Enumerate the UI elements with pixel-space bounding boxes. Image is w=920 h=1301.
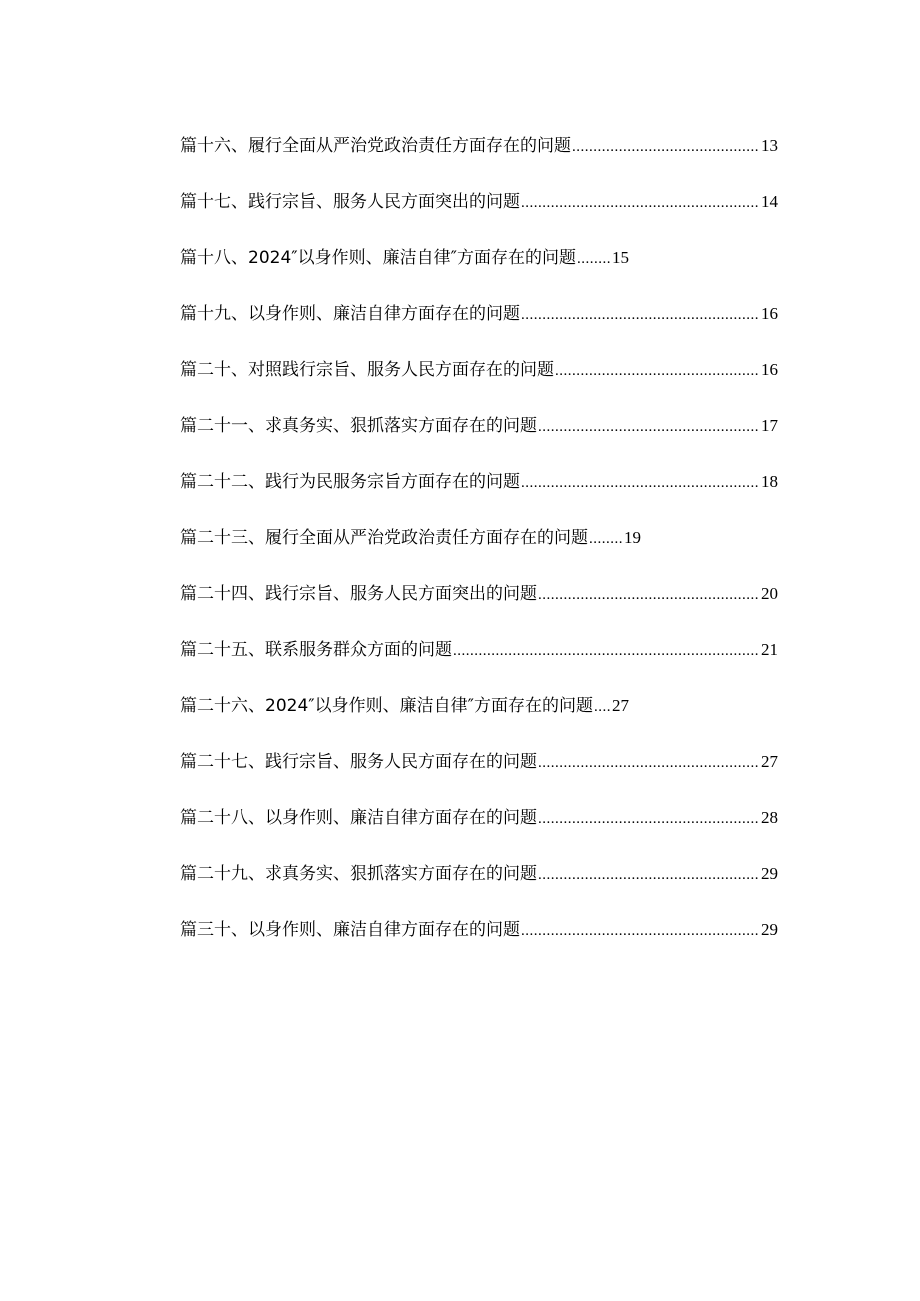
toc-entry[interactable] (180, 246, 778, 302)
toc-leader-dots (521, 471, 760, 495)
toc-leader-dots (538, 807, 760, 831)
toc-page-number: 14 (761, 192, 778, 211)
toc-page-number: 19 (624, 528, 641, 547)
toc-entry[interactable] (180, 862, 778, 918)
toc-entry-title: 篇二十一、求真务实、狠抓落实方面存在的问题 (180, 416, 537, 436)
toc-entry-title: 篇二十五、联系服务群众方面的问题 (180, 640, 452, 660)
toc-leader-dots (538, 863, 760, 887)
toc-entry[interactable] (180, 694, 778, 750)
toc-page-number: 29 (761, 864, 778, 883)
toc-entry-title: 篇二十七、践行宗旨、服务人民方面存在的问题 (180, 752, 537, 772)
toc-leader-dots (521, 919, 760, 943)
toc-leader-dots (453, 639, 760, 663)
toc-entry[interactable] (180, 750, 778, 806)
toc-entry[interactable] (180, 414, 778, 470)
toc-page-number: 28 (761, 808, 778, 827)
toc-entry[interactable] (180, 470, 778, 526)
table-of-contents (180, 134, 778, 974)
toc-entry[interactable] (180, 582, 778, 638)
toc-leader-dots (555, 359, 760, 383)
toc-page-number: 29 (761, 920, 778, 939)
toc-entry-title: 篇十六、履行全面从严治党政治责任方面存在的问题 (180, 136, 571, 156)
toc-entry[interactable] (180, 526, 778, 582)
toc-page-number: 16 (761, 360, 778, 379)
toc-page-number: 15 (611, 248, 629, 267)
toc-leader-dots (538, 415, 760, 439)
toc-leader-dots (521, 303, 760, 327)
toc-entry[interactable] (180, 638, 778, 694)
toc-entry[interactable] (180, 190, 778, 246)
toc-page-number: 27 (761, 752, 778, 771)
toc-entry[interactable] (180, 358, 778, 414)
toc-entry-title: 篇二十三、履行全面从严治党政治责任方面存在的问题 (180, 528, 588, 548)
toc-entry-title: 篇十八、2024″以身作则、廉洁自律″方面存在的问题 (180, 248, 576, 268)
toc-entry-title: 篇二十九、求真务实、狠抓落实方面存在的问题 (180, 864, 537, 884)
toc-leader-dots (521, 191, 760, 215)
toc-page-number: 17 (761, 416, 778, 435)
toc-page-number: 18 (761, 472, 778, 491)
toc-page-number: 21 (761, 640, 778, 659)
toc-leader-dots (538, 583, 760, 607)
toc-entry-title: 篇二十四、践行宗旨、服务人民方面突出的问题 (180, 584, 537, 604)
toc-entry-title: 篇三十、以身作则、廉洁自律方面存在的问题 (180, 920, 520, 940)
toc-leader-dots (538, 751, 760, 775)
toc-entry[interactable] (180, 918, 778, 974)
toc-leader-dots: ........ (589, 531, 623, 547)
toc-entry-title: 篇二十六、2024″以身作则、廉洁自律″方面存在的问题 (180, 696, 593, 716)
toc-entry[interactable] (180, 302, 778, 358)
toc-entry[interactable] (180, 134, 778, 190)
toc-leader-dots: ........ (576, 251, 611, 267)
toc-page-number: 16 (761, 304, 778, 323)
toc-entry[interactable] (180, 806, 778, 862)
toc-entry-title: 篇二十八、以身作则、廉洁自律方面存在的问题 (180, 808, 537, 828)
toc-leader-dots (572, 135, 760, 159)
toc-page-number: 13 (761, 136, 778, 155)
toc-page-number: 27 (611, 696, 629, 715)
toc-leader-dots: .... (593, 699, 611, 715)
toc-entry-title: 篇二十、对照践行宗旨、服务人民方面存在的问题 (180, 360, 554, 380)
toc-entry-title: 篇十九、以身作则、廉洁自律方面存在的问题 (180, 304, 520, 324)
toc-entry-title: 篇十七、践行宗旨、服务人民方面突出的问题 (180, 192, 520, 212)
toc-entry-title: 篇二十二、践行为民服务宗旨方面存在的问题 (180, 472, 520, 492)
toc-page-number: 20 (761, 584, 778, 603)
